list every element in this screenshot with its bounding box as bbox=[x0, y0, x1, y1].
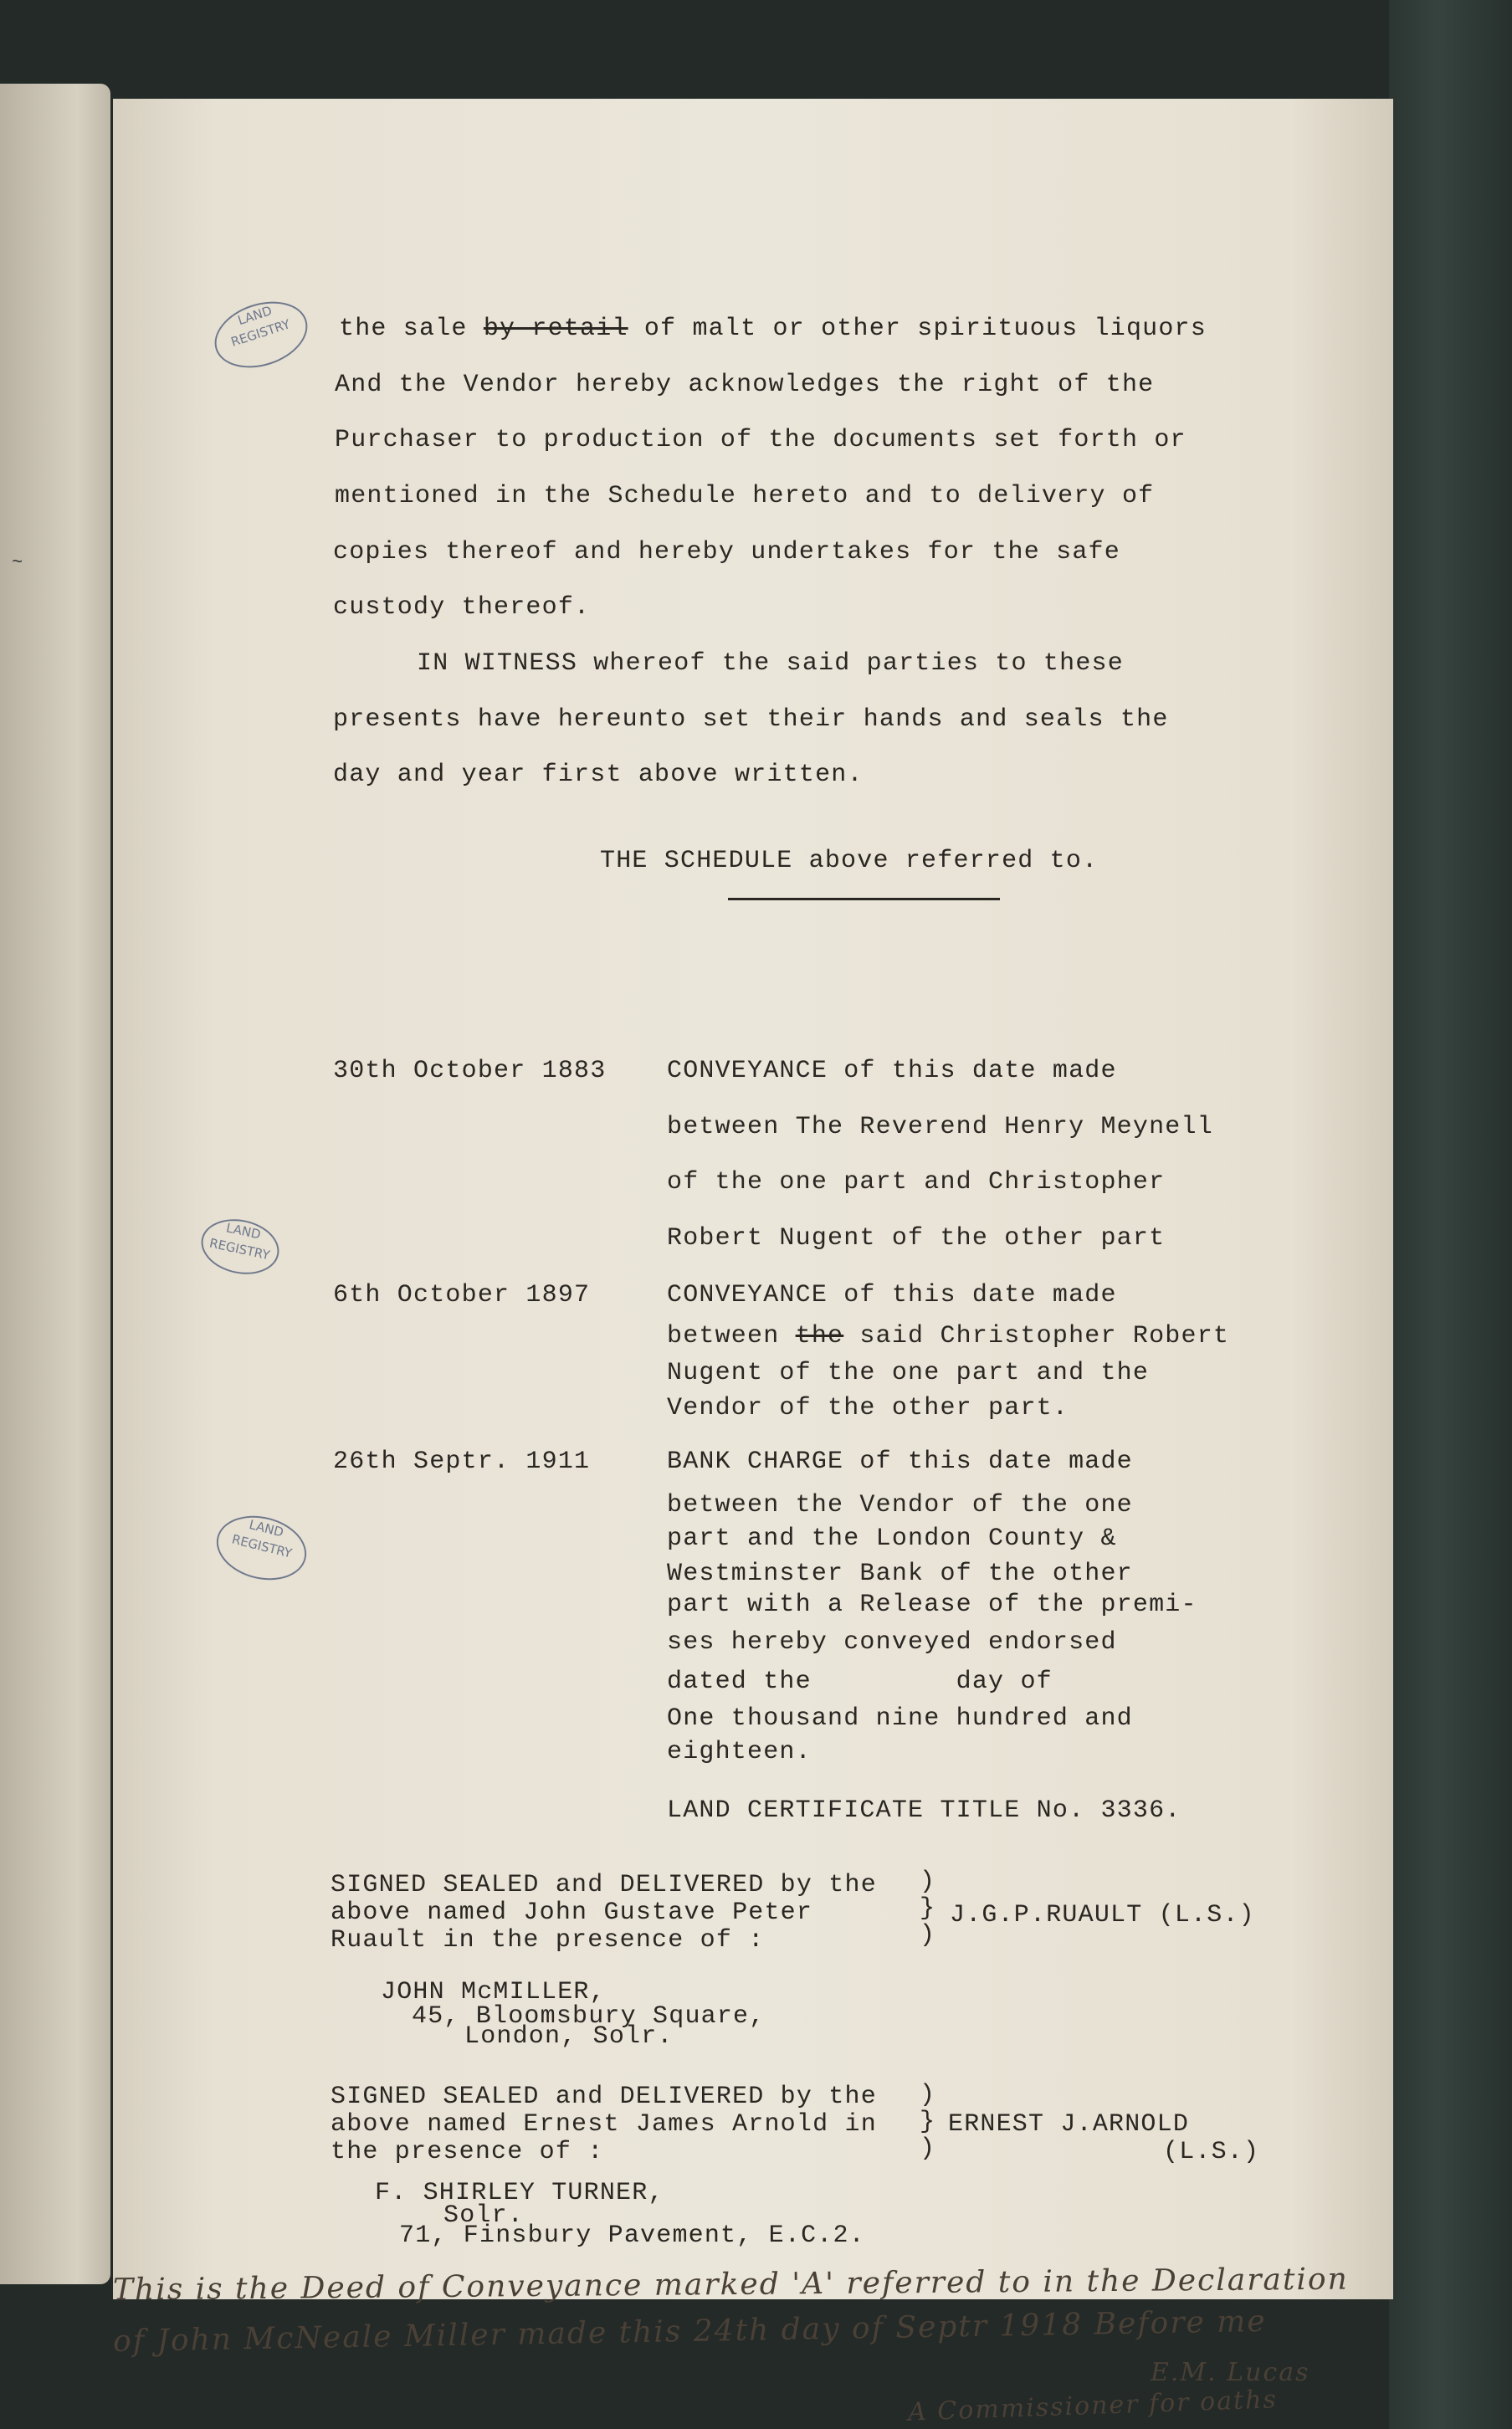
schedule-line: dated the day of bbox=[667, 1668, 1053, 1696]
witness-line: 71, Finsbury Pavement, E.C.2. bbox=[399, 2221, 865, 2250]
signature: J.G.P.RUAULT (L.S.) bbox=[950, 1901, 1255, 1929]
land-registry-stamp: LAND REGISTRY bbox=[196, 1212, 284, 1281]
schedule-line: Westminster Bank of the other bbox=[667, 1560, 1133, 1588]
handwritten-line: of John McNeale Miller made this 24th day of Septr 1918 Before me bbox=[112, 2303, 1267, 2360]
body-line: mentioned in the Schedule hereto and to delivery of bbox=[335, 482, 1155, 510]
land-certificate: LAND CERTIFICATE TITLE No. 3336. bbox=[667, 1796, 1181, 1825]
handwritten-line: This is the Deed of Conveyance marked 'A' referred to in the Declaration bbox=[112, 2262, 1349, 2308]
body-line: custody thereof. bbox=[333, 593, 591, 622]
witness-line: London, Solr. bbox=[464, 2022, 674, 2051]
edge-mark: ~ bbox=[12, 552, 23, 573]
schedule-line: part with a Release of the premi- bbox=[667, 1591, 1197, 1619]
body-line: IN WITNESS whereof the said parties to these bbox=[417, 649, 1124, 678]
handwritten-signature: E.M. Lucas bbox=[1151, 2358, 1310, 2387]
schedule-line: Nugent of the one part and the bbox=[667, 1359, 1150, 1387]
brace-mark: ) } ) bbox=[920, 2081, 935, 2163]
schedule-line: between the Vendor of the one bbox=[667, 1491, 1133, 1519]
schedule-date: 30th October 1883 bbox=[333, 1057, 607, 1085]
attestation-line: above named Ernest James Arnold in bbox=[331, 2110, 877, 2139]
schedule-line: eighteen. bbox=[667, 1738, 812, 1766]
signature: ERNEST J.ARNOLD bbox=[948, 2110, 1190, 2139]
witness-line: 45, Bloomsbury Square, bbox=[412, 2002, 766, 2031]
schedule-line: between The Reverend Henry Meynell bbox=[667, 1113, 1213, 1141]
body-line: And the Vendor hereby acknowledges the right of the bbox=[335, 371, 1155, 399]
land-registry-stamp: LAND REGISTRY bbox=[210, 1507, 314, 1589]
book-cover bbox=[1389, 0, 1512, 2429]
attestation-line: Ruault in the presence of : bbox=[331, 1926, 765, 1955]
body-line: day and year first above written. bbox=[333, 761, 864, 789]
schedule-line: of the one part and Christopher bbox=[667, 1168, 1166, 1197]
attestation-line: SIGNED SEALED and DELIVERED by the bbox=[331, 2083, 877, 2111]
witness-line: F. SHIRLEY TURNER, bbox=[375, 2179, 664, 2207]
body-line: copies thereof and hereby undertakes for the safe bbox=[333, 538, 1120, 566]
left-page-edge bbox=[0, 84, 110, 2284]
schedule-line: BANK CHARGE of this date made bbox=[667, 1448, 1133, 1476]
schedule-line: between the said Christopher Robert bbox=[667, 1322, 1230, 1350]
heading-underline bbox=[728, 898, 1000, 900]
schedule-date: 26th Septr. 1911 bbox=[333, 1448, 591, 1476]
schedule-line: ses hereby conveyed endorsed bbox=[667, 1628, 1117, 1657]
schedule-line: CONVEYANCE of this date made bbox=[667, 1057, 1117, 1085]
schedule-line: part and the London County & bbox=[667, 1525, 1117, 1553]
brace-mark: ) } ) bbox=[920, 1868, 935, 1950]
attestation-line: SIGNED SEALED and DELIVERED by the bbox=[331, 1871, 877, 1899]
document-page bbox=[112, 99, 1393, 2427]
body-line: presents have hereunto set their hands and seals the bbox=[333, 705, 1169, 734]
witness-line: JOHN McMILLER, bbox=[381, 1978, 606, 2006]
body-line: Purchaser to production of the documents set forth or bbox=[335, 426, 1187, 454]
schedule-line: CONVEYANCE of this date made bbox=[667, 1281, 1117, 1309]
schedule-line: One thousand nine hundred and bbox=[667, 1704, 1133, 1733]
schedule-line: Robert Nugent of the other part bbox=[667, 1224, 1166, 1253]
seal-mark: (L.S.) bbox=[1163, 2138, 1260, 2166]
schedule-date: 6th October 1897 bbox=[333, 1281, 591, 1309]
schedule-line: Vendor of the other part. bbox=[667, 1394, 1069, 1422]
schedule-heading: THE SCHEDULE above referred to. bbox=[600, 847, 1099, 875]
land-registry-stamp: LAND REGISTRY bbox=[206, 290, 315, 379]
witness-line: Solr. bbox=[443, 2201, 525, 2230]
attestation-line: above named John Gustave Peter bbox=[331, 1899, 813, 1927]
handwritten-line: A Commissioner for oaths bbox=[907, 2385, 1279, 2427]
attestation-line: the presence of : bbox=[331, 2138, 604, 2166]
body-line: the sale by retail of malt or other spirituous liquors bbox=[339, 315, 1207, 343]
